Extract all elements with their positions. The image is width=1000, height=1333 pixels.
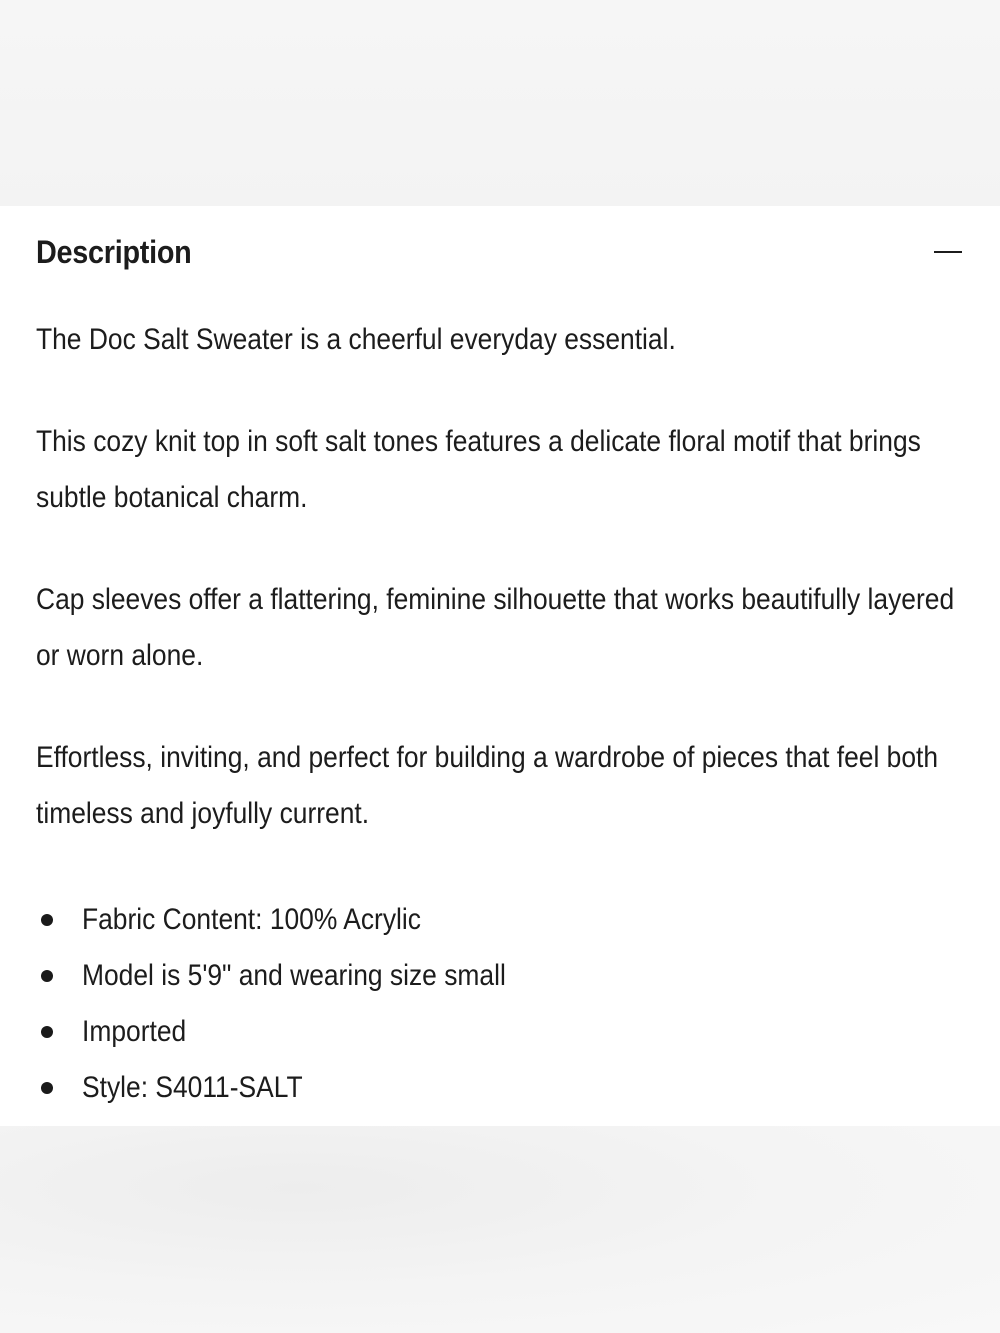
bullet-icon <box>41 1082 53 1094</box>
accordion-title: Description <box>36 234 192 270</box>
detail-text: Fabric Content: 100% Acrylic <box>82 903 421 936</box>
minus-icon <box>934 251 962 253</box>
description-body <box>36 312 976 888</box>
description-paragraph: Effortless, inviting, and perfect for building a wardrobe of pieces that feel both timeless and joyfully current. <box>36 741 939 830</box>
bullet-icon <box>41 970 53 982</box>
detail-text: Style: S4011-SALT <box>82 1071 303 1104</box>
detail-text: Imported <box>82 1015 187 1048</box>
top-background <box>0 0 1000 206</box>
detail-text: Model is 5'9" and wearing size small <box>82 959 506 992</box>
description-paragraph: The Doc Salt Sweater is a cheerful everyday essential. <box>36 323 676 356</box>
description-accordion <box>0 206 1000 1126</box>
description-paragraph: Cap sleeves offer a flattering, feminine silhouette that works beautifully layered or worn alone. <box>36 583 955 672</box>
description-paragraph: This cozy knit top in soft salt tones features a delicate floral motif that brings subtle botanical charm. <box>36 425 921 514</box>
accordion-header[interactable] <box>36 232 964 272</box>
bullet-icon <box>41 914 53 926</box>
bottom-background <box>0 1126 1000 1333</box>
collapse-toggle-button[interactable] <box>932 236 964 268</box>
bullet-icon <box>41 1026 53 1038</box>
